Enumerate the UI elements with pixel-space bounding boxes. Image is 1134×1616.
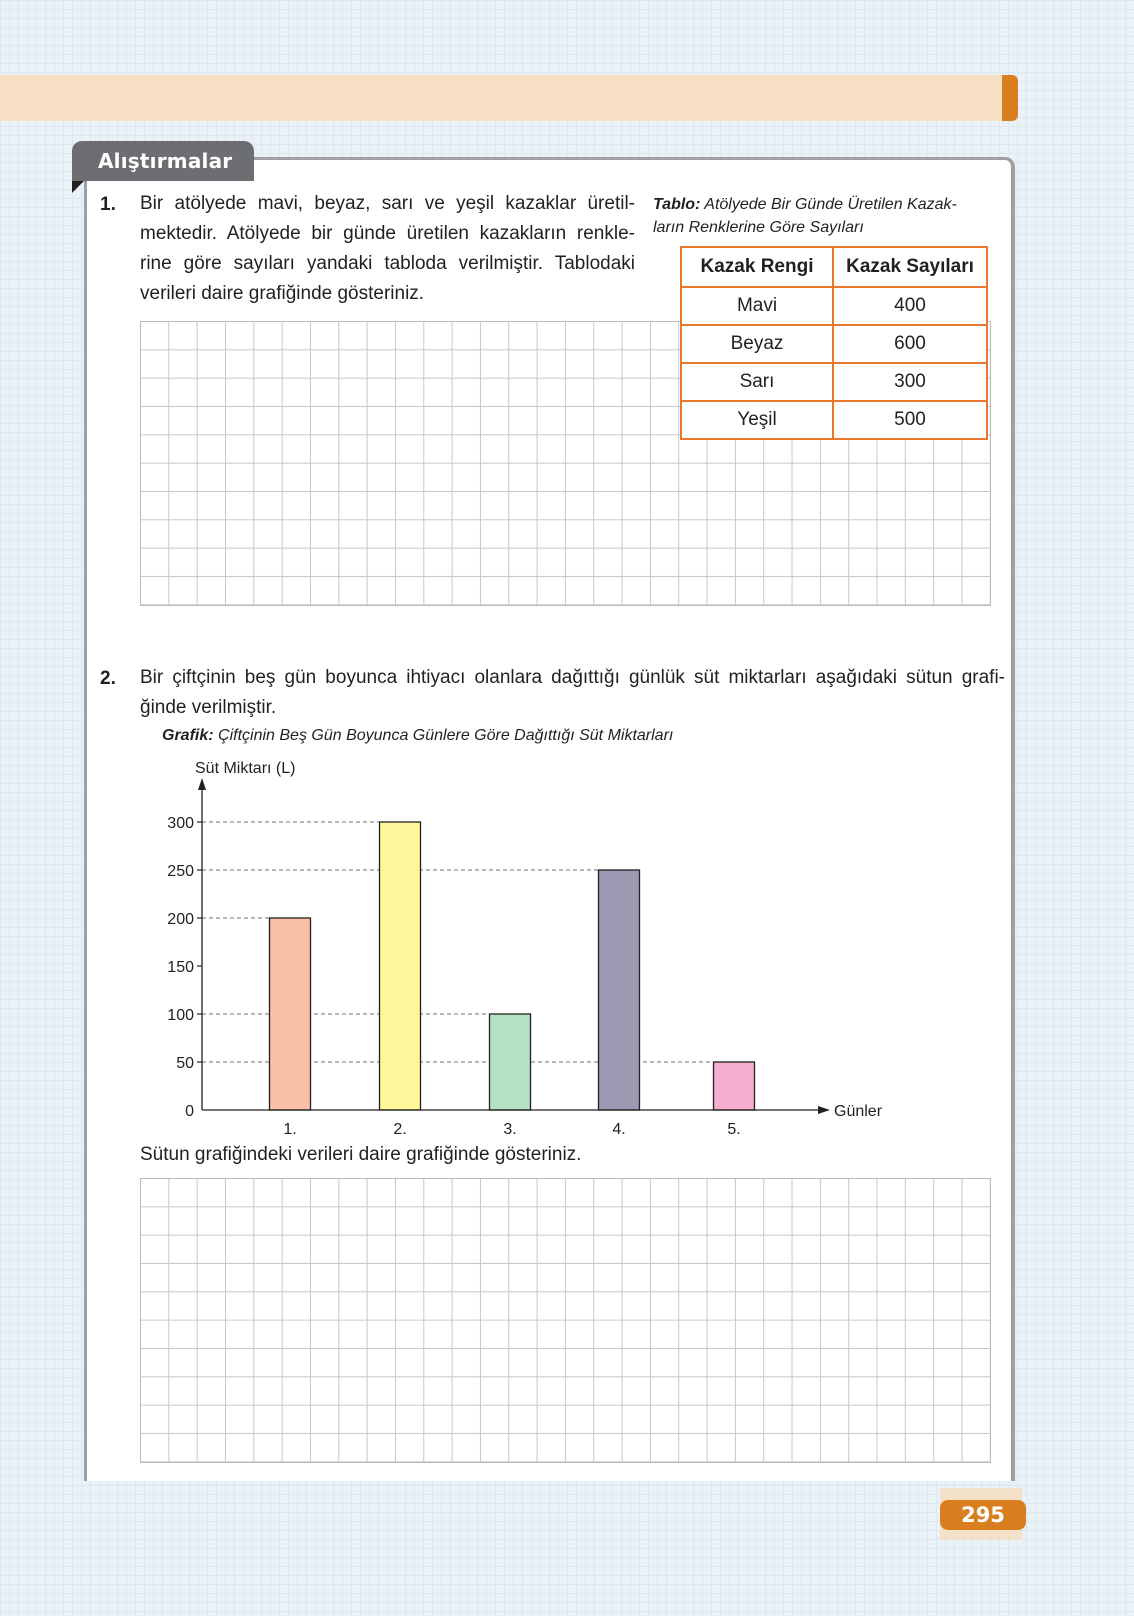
table-cell-color: Sarı (681, 363, 833, 401)
q2-line: ğinde verilmiştir. (140, 697, 277, 718)
q1-line: mektedir. Atölyede bir günde üretilen kazakların renkle- (140, 223, 635, 244)
q2-line: Bir çiftçinin beş gün boyunca ihtiyacı olanlara dağıttığı günlük süt miktarları aşağıdaki sütun grafi- (140, 667, 1005, 688)
bar-day-1 (270, 918, 311, 1110)
table-cell-color: Mavi (681, 287, 833, 325)
table-cell-color: Yeşil (681, 401, 833, 439)
y-axis-arrow (198, 778, 206, 790)
x-axis-title: Günler (834, 1103, 883, 1120)
q1-line: rine göre sayıları yandaki tabloda verilmiştir. Tablodaki (140, 253, 635, 274)
q2-caption-label: Grafik: (162, 727, 214, 744)
q1-number: 1. (100, 194, 116, 215)
table-cell-count: 400 (833, 287, 987, 325)
y-tick-label: 300 (167, 815, 194, 832)
y-axis-title: Süt Miktarı (L) (195, 760, 296, 777)
q1-caption-label: Tablo: (653, 196, 701, 213)
q2-instruction: Sütun grafiğindeki verileri daire grafiğinde gösteriniz. (140, 1144, 582, 1165)
bar-day-3 (490, 1014, 531, 1110)
q1-caption-line1: Atölyede Bir Günde Üretilen Kazak- (704, 196, 957, 213)
x-tick-label: 3. (503, 1121, 517, 1138)
x-tick-label: 1. (283, 1121, 297, 1138)
y-tick-label: 0 (185, 1103, 194, 1120)
q1-line: verileri daire grafiğinde gösteriniz. (140, 283, 425, 304)
table-cell-count: 600 (833, 325, 987, 363)
x-axis-arrow (818, 1106, 830, 1114)
q2-number: 2. (100, 668, 116, 689)
x-tick-label: 2. (393, 1121, 407, 1138)
bar-day-4 (599, 870, 640, 1110)
q2-caption-text: Çiftçinin Beş Gün Boyunca Günlere Göre Dağıttığı Süt Miktarları (218, 727, 674, 744)
y-tick-label: 50 (176, 1055, 194, 1072)
y-tick-label: 150 (167, 959, 194, 976)
q1-caption-line2: ların Renklerine Göre Sayıları (653, 219, 864, 236)
bar-day-2 (380, 822, 421, 1110)
table-cell-color: Beyaz (681, 325, 833, 363)
q1-line: Bir atölyede mavi, beyaz, sarı ve yeşil kazaklar üretil- (140, 193, 635, 214)
q2-answer-grid[interactable] (140, 1178, 991, 1463)
page-number: 295 (940, 1500, 1026, 1530)
table-cell-count: 500 (833, 401, 987, 439)
y-tick-label: 200 (167, 911, 194, 928)
table-header: Kazak Sayıları (833, 247, 987, 287)
x-tick-label: 5. (727, 1121, 741, 1138)
table-cell-count: 300 (833, 363, 987, 401)
y-tick-label: 100 (167, 1007, 194, 1024)
y-tick-label: 250 (167, 863, 194, 880)
x-tick-label: 4. (612, 1121, 626, 1138)
table-header: Kazak Rengi (681, 247, 833, 287)
section-title: Alıştırmalar (72, 141, 254, 181)
bar-day-5 (714, 1062, 755, 1110)
